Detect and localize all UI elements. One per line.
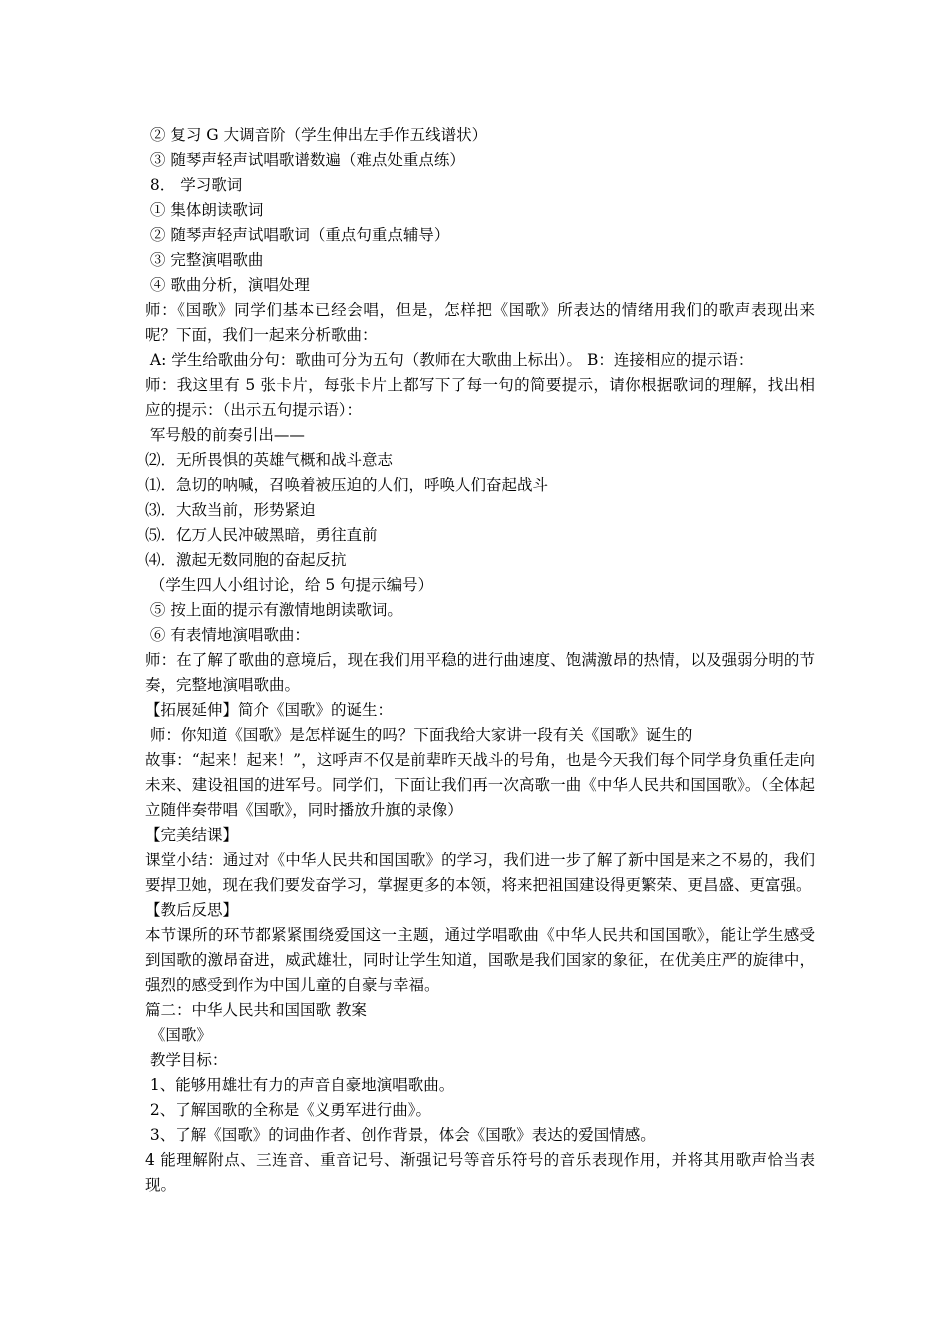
text-line: ③ 完整演唱歌曲 (145, 251, 264, 269)
text-line: 军号般的前奏引出—— (145, 426, 305, 444)
text-line: ④ 歌曲分析，演唱处理 (145, 276, 310, 294)
part2-title: 篇二：中华人民共和国国歌 教案 (145, 1001, 367, 1019)
text-line: ⑵．无所畏惧的英雄气概和战斗意志 (145, 451, 394, 469)
text-line: ② 随琴声轻声试唱歌词（重点句重点辅导） (145, 226, 450, 244)
text-line: ① 集体朗读歌词 (145, 201, 264, 219)
goals-heading: 教学目标： (145, 1051, 228, 1069)
section-heading-extension: 【拓展延伸】简介《国歌》的诞生： (145, 701, 394, 719)
text-line: （学生四人小组讨论，给 5 句提示编号） (145, 576, 434, 594)
paragraph-sing: 师：在了解了歌曲的意境后，现在我们用平稳的进行曲速度、饱满激昂的热情，以及强弱分明的节奏，完整地演唱歌曲。 (145, 651, 815, 694)
text-line: ⑷．激起无数同胞的奋起反抗 (145, 551, 347, 569)
text-line: 8． 学习歌词 (145, 176, 243, 194)
paragraph-story: 故事：“起来！起来！”，这呼声不仅是前辈昨天战斗的号角，也是今天我们每个同学身负重任走向未来、建设祖国的进军号。同学们，下面让我们再一次高歌一曲《中华人民共和国国歌》。（全体起立随伴奏带唱《国歌》，同时播放升旗的录像） (145, 751, 815, 819)
section-heading-perfect-end: 【完美结课】 (145, 826, 239, 844)
paragraph-cards: 师：我这里有 5 张卡片，每张卡片上都写下了每一句的简要提示，请你根据歌词的理解，找出相应的提示：（出示五句提示语）： (145, 376, 815, 419)
text-line-sentence-split: A: 学生给歌曲分句：歌曲可分为五句（教师在大歌曲上标出）。 B：连接相应的提示语： (145, 351, 754, 369)
paragraph-teacher-intro: 师：《国歌》同学们基本已经会唱，但是，怎样把《国歌》所表达的情绪用我们的歌声表现出来呢？下面，我们一起来分析歌曲： (145, 301, 815, 344)
part2-subtitle: 《国歌》 (145, 1026, 212, 1044)
section-heading-reflection: 【教后反思】 (145, 901, 239, 919)
paragraph-reflection: 本节课所的环节都紧紧围绕爱国这一主题，通过学唱歌曲《中华人民共和国国歌》，能让学生感受到国歌的激昂奋进，威武雄壮，同时让学生知道，国歌是我们国家的象征，在优美庄严的旋律中，强烈的感受到作为中国儿童的自豪与幸福。 (145, 926, 815, 994)
text-line: ⑤ 按上面的提示有激情地朗读歌词。 (145, 601, 403, 619)
text-line: ② 复习 G 大调音阶（学生伸出左手作五线谱状） (145, 126, 488, 144)
text-line: 师：你知道《国歌》是怎样诞生的吗？下面我给大家讲一段有关《国歌》诞生的 (145, 726, 693, 744)
goal-item: 3、了解《国歌》的词曲作者、创作背景，体会《国歌》表达的爱国情感。 (145, 1126, 656, 1144)
text-line: ③ 随琴声轻声试唱歌谱数遍（难点处重点练） (145, 151, 465, 169)
goal-item: 1、能够用雄壮有力的声音自豪地演唱歌曲。 (145, 1076, 455, 1094)
text-line: ⑶．大敌当前，形势紧迫 (145, 501, 316, 519)
text-line: ⑥ 有表情地演唱歌曲： (145, 626, 310, 644)
text-line: ⑸．亿万人民冲破黑暗，勇往直前 (145, 526, 378, 544)
paragraph-summary: 课堂小结：通过对《中华人民共和国国歌》的学习，我们进一步了解了新中国是来之不易的，我们要捍卫她，现在我们要发奋学习，掌握更多的本领，将来把祖国建设得更繁荣、更昌盛、更富强。 (145, 851, 815, 894)
goal-item: 4 能理解附点、三连音、重音记号、渐强记号等音乐符号的音乐表现作用，并将其用歌声恰当表现。 (145, 1151, 815, 1194)
document-body (145, 123, 815, 1198)
text-line: ⑴．急切的呐喊，召唤着被压迫的人们，呼唤人们奋起战斗 (145, 476, 549, 494)
goal-item: 2、了解国歌的全称是《义勇军进行曲》。 (145, 1101, 432, 1119)
